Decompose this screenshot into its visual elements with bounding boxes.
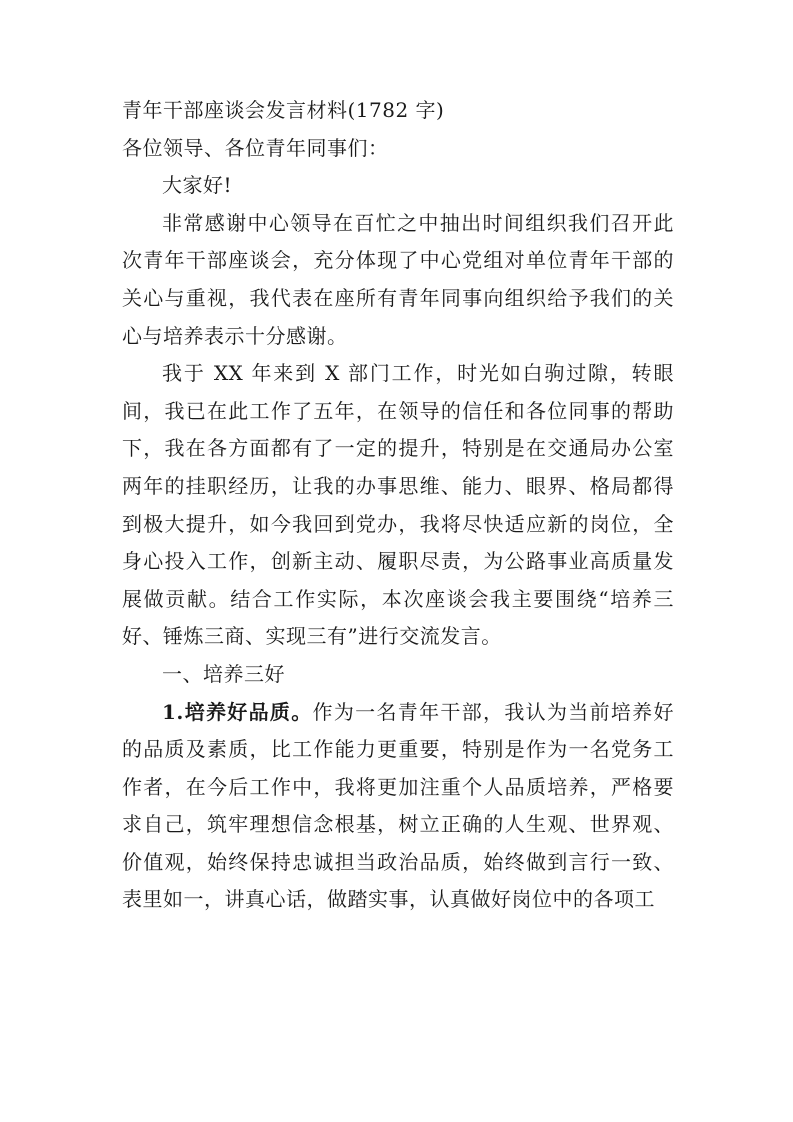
item-1-lead: 1.培养好品质。	[162, 699, 313, 724]
section-heading: 一、培养三好	[162, 661, 285, 686]
item-1-paragraph	[122, 694, 674, 920]
document-title: 青年干部座谈会发言材料(1782 字)	[122, 98, 445, 122]
greeting: 大家好!	[162, 173, 233, 198]
item-1-body: 作为一名青年干部，我认为当前培养好的品质及素质，比工作能力更重要，特别是作为一名党务工作者，在今后工作中，我将更加注重个人品质培养，严格要求自己，筑牢理想信念根基，树立正确的人生观、世界观、价值观，始终保持忠诚担当政治品质，始终做到言行一致、表里如一，讲真心话，做踏实事，认真做好岗位中的各项工	[122, 699, 674, 912]
document-body	[122, 92, 674, 919]
paragraph-background: 我于 XX 年来到 X 部门工作，时光如白驹过隙，转眼间，我已在此工作了五年，在领导的信任和各位同事的帮助下，我在各方面都有了一定的提升，特别是在交通局办公室两年的挂职经历，让我的办事思维、能力、眼界、格局都得到极大提升，如今我回到党办，我将尽快适应新的岗位，全身心投入工作，创新主动、履职尽责，为公路事业高质量发展做贡献。结合工作实际，本次座谈会我主要围绕“培养三好、锤炼三商、实现三有”进行交流发言。	[122, 361, 674, 649]
salutation: 各位领导、各位青年同事们：	[122, 135, 389, 160]
paragraph-thanks: 非常感谢中心领导在百忙之中抽出时间组织我们召开此次青年干部座谈会，充分体现了中心党组对单位青年干部的关心与重视，我代表在座所有青年同事向组织给予我们的关心与培养表示十分感谢。	[122, 210, 674, 348]
